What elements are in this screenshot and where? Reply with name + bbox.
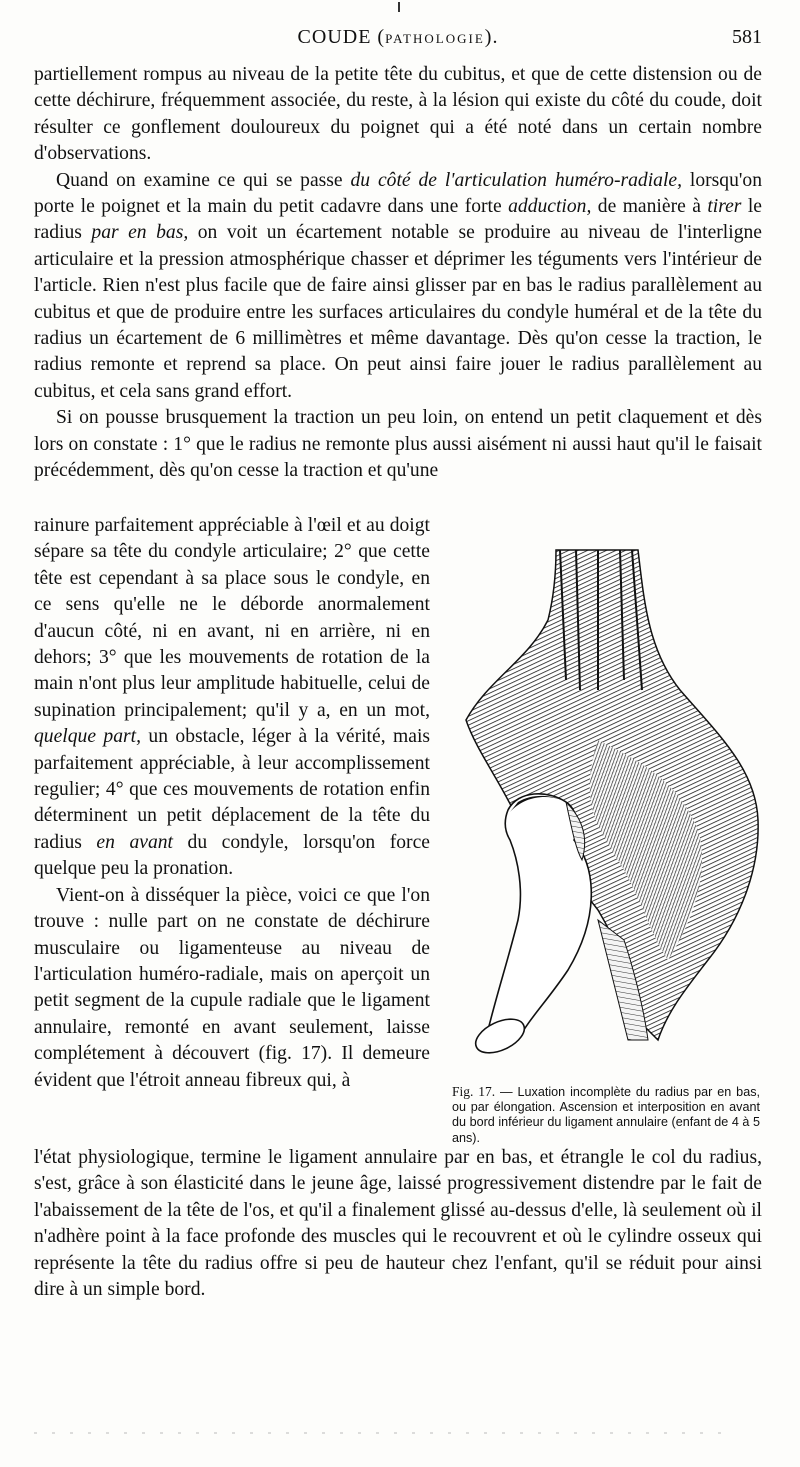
para3-italic-2: en avant [96, 831, 173, 853]
paragraph-2 [34, 168, 762, 406]
para2-text-2: lorsqu'on porte le poignet et la main du petit cadavre dans une forte [34, 169, 762, 218]
bottom-print-specks [34, 1432, 734, 1434]
title-section: PATHOLOGIE [385, 31, 485, 46]
para2-italic-3: tirer [707, 196, 742, 218]
para3-text-2: un obstacle, léger à la vérité, mais parfaitement appréciable, à leur accomplissement regulier; 4° que ces mouvements de rotation enfin déterminent un petit déplacement de la tête du radius [34, 726, 431, 853]
figure-caption [452, 1084, 760, 1146]
paragraph-3-continued [34, 513, 430, 883]
para2-italic-2: adduction, [508, 196, 592, 218]
para2-text-4: le radius [34, 196, 762, 244]
running-head [34, 26, 762, 56]
figure-17-illustration [448, 540, 768, 1080]
para2-text-5: on voit un écartement notable se produire au niveau de l'interligne articulaire et la pression atmosphérique chasser et déprimer les téguments vers l'intérieur de l'article. Rien n'est plus facile que de faire ainsi glisser par en bas le radius parallèlement au cubitus et que de produire entre les surfaces articulaires du condyle huméral et de la tête du radius un écartement de 6 millimètres et même davantage. Dès qu'on cesse la traction, le radius remonte et reprend sa place. On peut ainsi faire jouer le radius parallèlement au cubitus, et cela sans grand effort. [34, 222, 762, 402]
text-block-bottom [34, 1145, 762, 1303]
para2-italic-1: du côté de l'articulation huméro-radiale, [350, 169, 683, 191]
text-block-top [34, 62, 762, 485]
para3-text-1: rainure parfaitement appréciable à l'œil et au doigt sépare sa tête du condyle articulaire; 2° que cette tête est cependant à sa place sous le condyle, en ce sens qu'elle ne le déborde anormalement d'aucun côté, ni en avant, ni en arrière, ni en dehors; 3° que les mouvements de rotation de la main n'ont plus leur amplitude habituelle, celui de supination principalement; qu'il y a, en un mot, [34, 515, 430, 721]
paragraph-4-start: Vient-on à disséquer la pièce, voici ce que l'on trouve : nulle part on ne constate de déchirure musculaire ou ligamenteuse au niveau de l'articulation huméro-radiale, mais on aperçoit un petit segment de la cupule radiale que le ligament annulaire, remonté en avant seulement, laisse complétement à découvert (fig. 17). Il demeure évident que l'étroit anneau fibreux qui, à [34, 884, 430, 1091]
para3-text-3: du condyle, lorsqu'on force quelque peu la pronation. [34, 831, 430, 880]
running-title [34, 26, 762, 49]
para2-italic-4: par en bas, [91, 222, 189, 244]
text-block-narrow [34, 513, 430, 1094]
title-main: COUDE ( [297, 26, 386, 48]
print-mark [398, 2, 400, 12]
page-number: 581 [732, 26, 762, 48]
elbow-engraving [448, 540, 768, 1080]
caption-text: — Luxation incomplète du radius par en bas, ou par élongation. Ascension et interposition en avant du bord inférieur du ligament annulaire (enfant de 4 à 5 ans). [452, 1085, 760, 1145]
paragraph-1: partiellement rompus au niveau de la petite tête du cubitus, et que de cette distension ou de cette déchirure, fréquemment associée, du reste, à la lésion qui existe du côté du coude, doit résulter ce gonflement douloureux du poignet qui a été noté dans un certain nombre d'observations. [34, 64, 762, 165]
paragraph-3-start: Si on pousse brusquement la traction un peu loin, on entend un petit claquement et dès lors on constate : 1° que le radius ne remonte plus aussi aisément ni aussi haut qu'il le faisait précédemment, dès qu'on cesse la traction et qu'une [34, 407, 762, 482]
para3-italic-1: quelque part, [34, 726, 141, 748]
title-end: ). [484, 26, 499, 48]
paragraph-4-continued: l'état physiologique, termine le ligament annulaire par en bas, et étrangle le col du radius, s'est, grâce à son élasticité dans le jeune âge, laissé progressivement distendre par le fait de l'abaissement de la tête de l'os, et qu'il a finalement glissé au-dessus d'elle, là seulement où il n'adhère point à la face profonde des muscles qui le recouvrent et où le cylindre osseux qui représente la tête du radius offre si peu de hauteur chez l'enfant, qu'il se réduit pour ainsi dire à un simple bord. [34, 1147, 762, 1301]
para2-text-3: de manière à [591, 196, 708, 218]
figure-label: Fig. 17. [452, 1084, 496, 1099]
para2-text-1: Quand on examine ce qui se passe [56, 169, 351, 191]
